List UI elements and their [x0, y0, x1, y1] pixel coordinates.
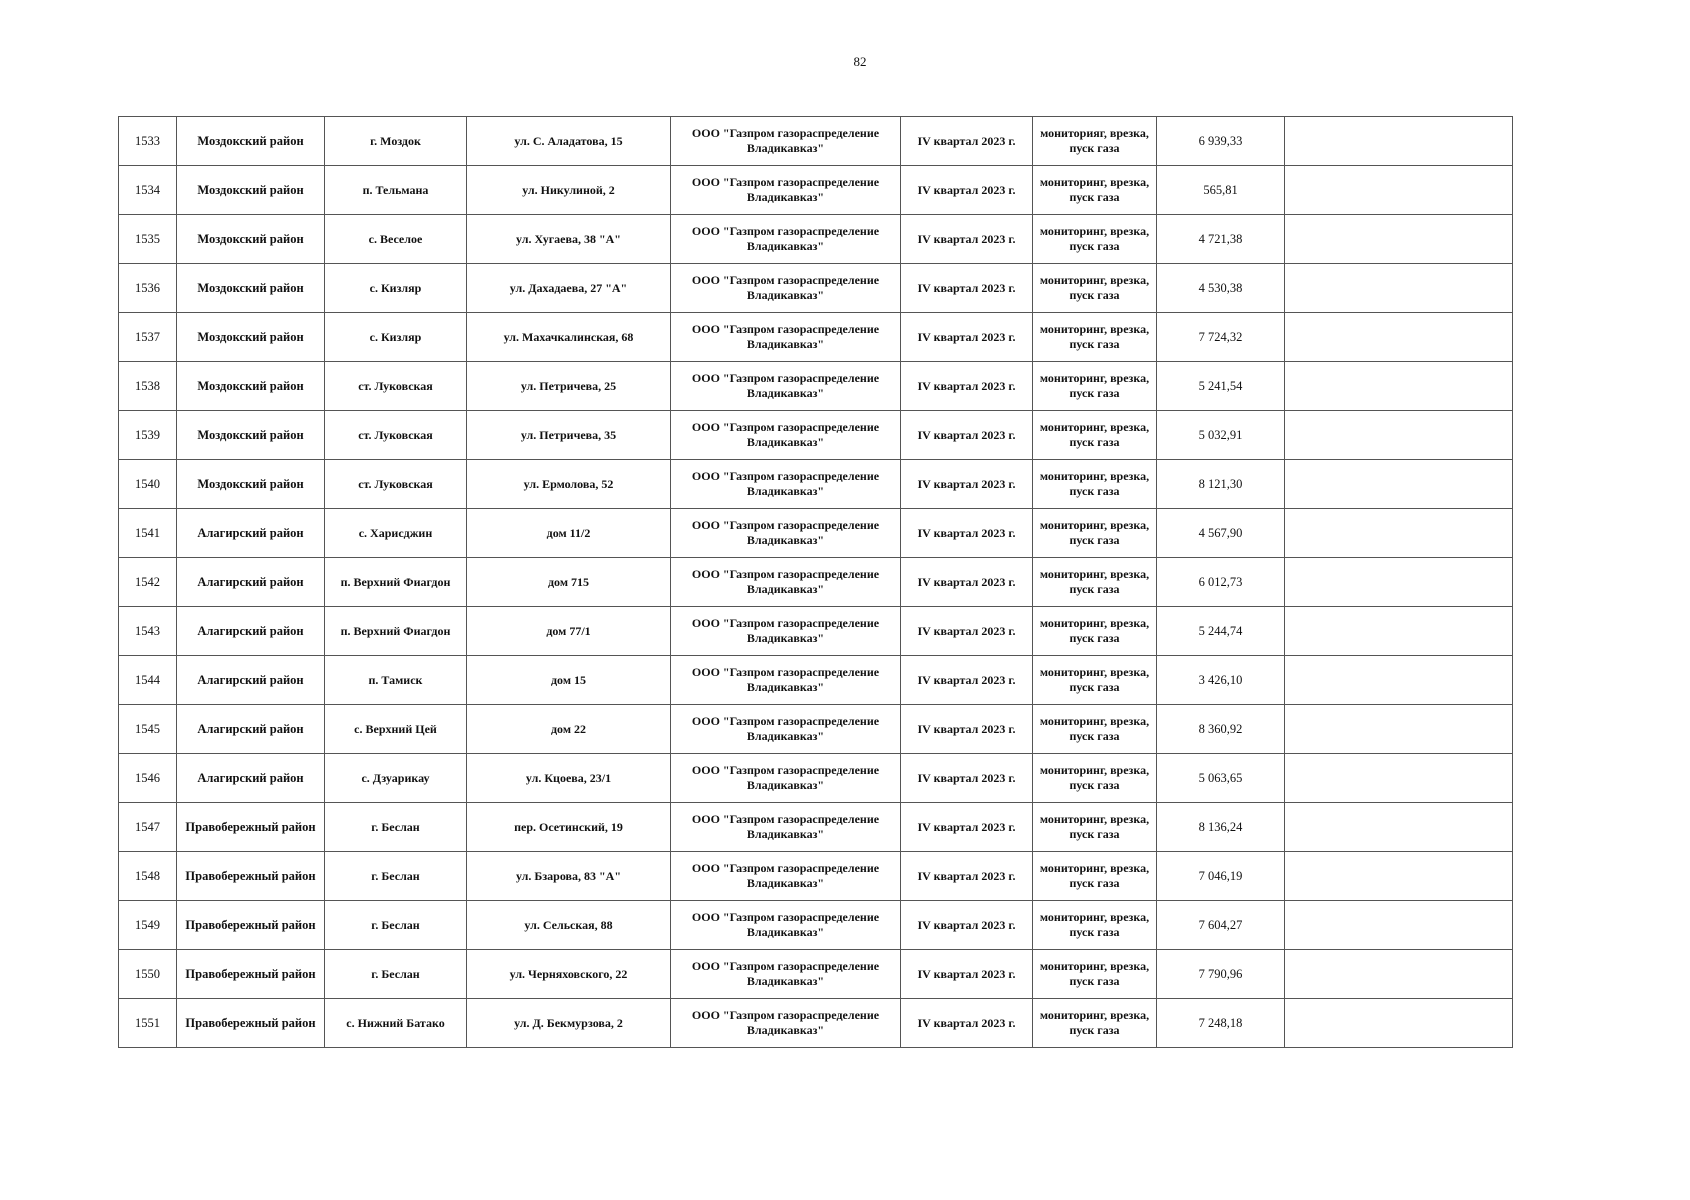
period-cell: IV квартал 2023 г.	[901, 852, 1033, 901]
amount-cell: 7 724,32	[1157, 313, 1285, 362]
district-cell: Алагирский район	[177, 656, 325, 705]
works-cell: мониторинг, врезка, пуск газа	[1033, 705, 1157, 754]
amount-cell: 5 032,91	[1157, 411, 1285, 460]
table-row	[119, 607, 1513, 656]
period-cell: IV квартал 2023 г.	[901, 509, 1033, 558]
period-cell: IV квартал 2023 г.	[901, 362, 1033, 411]
table-row	[119, 852, 1513, 901]
row-number-cell: 1536	[119, 264, 177, 313]
organization-cell: ООО "Газпром газораспределение Владикавказ"	[671, 558, 901, 607]
period-cell: IV квартал 2023 г.	[901, 901, 1033, 950]
works-cell: мониторинг, врезка, пуск газа	[1033, 558, 1157, 607]
settlement-cell: с. Дзуарикау	[325, 754, 467, 803]
amount-cell: 4 530,38	[1157, 264, 1285, 313]
period-cell: IV квартал 2023 г.	[901, 117, 1033, 166]
works-cell: мониторинг, врезка, пуск газа	[1033, 999, 1157, 1048]
organization-cell: ООО "Газпром газораспределение Владикавказ"	[671, 901, 901, 950]
note-cell	[1285, 852, 1513, 901]
amount-cell: 5 241,54	[1157, 362, 1285, 411]
address-cell: дом 77/1	[467, 607, 671, 656]
table-row	[119, 999, 1513, 1048]
table-row	[119, 411, 1513, 460]
amount-cell: 5 063,65	[1157, 754, 1285, 803]
period-cell: IV квартал 2023 г.	[901, 607, 1033, 656]
table-row	[119, 460, 1513, 509]
organization-cell: ООО "Газпром газораспределение Владикавказ"	[671, 166, 901, 215]
row-number-cell: 1533	[119, 117, 177, 166]
note-cell	[1285, 901, 1513, 950]
district-cell: Моздокский район	[177, 215, 325, 264]
period-cell: IV квартал 2023 г.	[901, 803, 1033, 852]
district-cell: Моздокский район	[177, 411, 325, 460]
row-number-cell: 1544	[119, 656, 177, 705]
address-cell: ул. Дахадаева, 27 "А"	[467, 264, 671, 313]
district-cell: Алагирский район	[177, 705, 325, 754]
district-cell: Правобережный район	[177, 999, 325, 1048]
row-number-cell: 1551	[119, 999, 177, 1048]
organization-cell: ООО "Газпром газораспределение Владикавказ"	[671, 264, 901, 313]
note-cell	[1285, 656, 1513, 705]
works-cell: мониторинг, врезка, пуск газа	[1033, 264, 1157, 313]
table-row	[119, 558, 1513, 607]
amount-cell: 7 604,27	[1157, 901, 1285, 950]
period-cell: IV квартал 2023 г.	[901, 754, 1033, 803]
row-number-cell: 1537	[119, 313, 177, 362]
works-cell: мониторинг, врезка, пуск газа	[1033, 509, 1157, 558]
district-cell: Алагирский район	[177, 558, 325, 607]
organization-cell: ООО "Газпром газораспределение Владикавказ"	[671, 460, 901, 509]
organization-cell: ООО "Газпром газораспределение Владикавказ"	[671, 803, 901, 852]
table-row	[119, 117, 1513, 166]
table-row	[119, 705, 1513, 754]
period-cell: IV квартал 2023 г.	[901, 999, 1033, 1048]
note-cell	[1285, 803, 1513, 852]
works-cell: мониторияг, врезка, пуск газа	[1033, 117, 1157, 166]
gasification-table	[118, 116, 1513, 1048]
address-cell: ул. Петричева, 35	[467, 411, 671, 460]
settlement-cell: г. Беслан	[325, 901, 467, 950]
district-cell: Моздокский район	[177, 117, 325, 166]
works-cell: мониторинг, врезка, пуск газа	[1033, 411, 1157, 460]
settlement-cell: п. Верхний Фиагдон	[325, 607, 467, 656]
settlement-cell: с. Нижний Батако	[325, 999, 467, 1048]
period-cell: IV квартал 2023 г.	[901, 215, 1033, 264]
address-cell: ул. Ермолова, 52	[467, 460, 671, 509]
works-cell: мониторинг, врезка, пуск газа	[1033, 852, 1157, 901]
amount-cell: 6 012,73	[1157, 558, 1285, 607]
note-cell	[1285, 460, 1513, 509]
row-number-cell: 1550	[119, 950, 177, 999]
note-cell	[1285, 509, 1513, 558]
table-row	[119, 754, 1513, 803]
address-cell: ул. Махачкалинская, 68	[467, 313, 671, 362]
works-cell: мониторинг, врезка, пуск газа	[1033, 460, 1157, 509]
row-number-cell: 1539	[119, 411, 177, 460]
settlement-cell: с. Кизляр	[325, 313, 467, 362]
period-cell: IV квартал 2023 г.	[901, 705, 1033, 754]
organization-cell: ООО "Газпром газораспределение Владикавказ"	[671, 852, 901, 901]
row-number-cell: 1548	[119, 852, 177, 901]
row-number-cell: 1534	[119, 166, 177, 215]
table-row	[119, 362, 1513, 411]
settlement-cell: п. Тамиск	[325, 656, 467, 705]
period-cell: IV квартал 2023 г.	[901, 558, 1033, 607]
district-cell: Моздокский район	[177, 313, 325, 362]
works-cell: мониторинг, врезка, пуск газа	[1033, 901, 1157, 950]
district-cell: Алагирский район	[177, 509, 325, 558]
organization-cell: ООО "Газпром газораспределение Владикавказ"	[671, 509, 901, 558]
amount-cell: 6 939,33	[1157, 117, 1285, 166]
address-cell: дом 11/2	[467, 509, 671, 558]
amount-cell: 4 721,38	[1157, 215, 1285, 264]
period-cell: IV квартал 2023 г.	[901, 950, 1033, 999]
row-number-cell: 1546	[119, 754, 177, 803]
settlement-cell: ст. Луковская	[325, 411, 467, 460]
works-cell: мониторинг, врезка, пуск газа	[1033, 607, 1157, 656]
amount-cell: 8 136,24	[1157, 803, 1285, 852]
amount-cell: 565,81	[1157, 166, 1285, 215]
note-cell	[1285, 999, 1513, 1048]
district-cell: Правобережный район	[177, 950, 325, 999]
period-cell: IV квартал 2023 г.	[901, 166, 1033, 215]
settlement-cell: г. Моздок	[325, 117, 467, 166]
organization-cell: ООО "Газпром газораспределение Владикавказ"	[671, 705, 901, 754]
note-cell	[1285, 607, 1513, 656]
settlement-cell: с. Верхний Цей	[325, 705, 467, 754]
district-cell: Алагирский район	[177, 754, 325, 803]
table-row	[119, 215, 1513, 264]
note-cell	[1285, 950, 1513, 999]
settlement-cell: п. Верхний Фиагдон	[325, 558, 467, 607]
table-row	[119, 166, 1513, 215]
address-cell: ул. Хугаева, 38 "А"	[467, 215, 671, 264]
address-cell: пер. Осетинский, 19	[467, 803, 671, 852]
amount-cell: 8 360,92	[1157, 705, 1285, 754]
settlement-cell: ст. Луковская	[325, 362, 467, 411]
settlement-cell: с. Кизляр	[325, 264, 467, 313]
row-number-cell: 1540	[119, 460, 177, 509]
row-number-cell: 1538	[119, 362, 177, 411]
address-cell: ул. Бзарова, 83 "А"	[467, 852, 671, 901]
works-cell: мониторинг, врезка, пуск газа	[1033, 215, 1157, 264]
works-cell: мониторинг, врезка, пуск газа	[1033, 313, 1157, 362]
row-number-cell: 1541	[119, 509, 177, 558]
note-cell	[1285, 411, 1513, 460]
table-row	[119, 901, 1513, 950]
settlement-cell: г. Беслан	[325, 803, 467, 852]
address-cell: ул. С. Аладатова, 15	[467, 117, 671, 166]
organization-cell: ООО "Газпром газораспределение Владикавказ"	[671, 117, 901, 166]
settlement-cell: с. Харисджин	[325, 509, 467, 558]
note-cell	[1285, 166, 1513, 215]
note-cell	[1285, 215, 1513, 264]
works-cell: мониторинг, врезка, пуск газа	[1033, 656, 1157, 705]
district-cell: Моздокский район	[177, 166, 325, 215]
row-number-cell: 1545	[119, 705, 177, 754]
works-cell: мониторинг, врезка, пуск газа	[1033, 362, 1157, 411]
note-cell	[1285, 362, 1513, 411]
table-row	[119, 264, 1513, 313]
row-number-cell: 1547	[119, 803, 177, 852]
note-cell	[1285, 264, 1513, 313]
settlement-cell: г. Беслан	[325, 852, 467, 901]
organization-cell: ООО "Газпром газораспределение Владикавказ"	[671, 215, 901, 264]
row-number-cell: 1549	[119, 901, 177, 950]
organization-cell: ООО "Газпром газораспределение Владикавказ"	[671, 754, 901, 803]
organization-cell: ООО "Газпром газораспределение Владикавказ"	[671, 999, 901, 1048]
period-cell: IV квартал 2023 г.	[901, 264, 1033, 313]
settlement-cell: п. Тельмана	[325, 166, 467, 215]
table-row	[119, 803, 1513, 852]
settlement-cell: ст. Луковская	[325, 460, 467, 509]
address-cell: ул. Черняховского, 22	[467, 950, 671, 999]
organization-cell: ООО "Газпром газораспределение Владикавказ"	[671, 656, 901, 705]
period-cell: IV квартал 2023 г.	[901, 656, 1033, 705]
amount-cell: 8 121,30	[1157, 460, 1285, 509]
organization-cell: ООО "Газпром газораспределение Владикавказ"	[671, 411, 901, 460]
page-number: 82	[853, 54, 867, 69]
address-cell: ул. Д. Бекмурзова, 2	[467, 999, 671, 1048]
district-cell: Алагирский район	[177, 607, 325, 656]
district-cell: Моздокский район	[177, 264, 325, 313]
amount-cell: 4 567,90	[1157, 509, 1285, 558]
table-row	[119, 656, 1513, 705]
period-cell: IV квартал 2023 г.	[901, 411, 1033, 460]
period-cell: IV квартал 2023 г.	[901, 313, 1033, 362]
table-row	[119, 313, 1513, 362]
address-cell: ул. Петричева, 25	[467, 362, 671, 411]
district-cell: Моздокский район	[177, 460, 325, 509]
address-cell: дом 15	[467, 656, 671, 705]
period-cell: IV квартал 2023 г.	[901, 460, 1033, 509]
row-number-cell: 1542	[119, 558, 177, 607]
organization-cell: ООО "Газпром газораспределение Владикавказ"	[671, 607, 901, 656]
organization-cell: ООО "Газпром газораспределение Владикавказ"	[671, 362, 901, 411]
settlement-cell: г. Беслан	[325, 950, 467, 999]
district-cell: Правобережный район	[177, 852, 325, 901]
address-cell: дом 22	[467, 705, 671, 754]
note-cell	[1285, 558, 1513, 607]
district-cell: Моздокский район	[177, 362, 325, 411]
note-cell	[1285, 754, 1513, 803]
address-cell: дом 715	[467, 558, 671, 607]
district-cell: Правобережный район	[177, 803, 325, 852]
address-cell: ул. Никулиной, 2	[467, 166, 671, 215]
amount-cell: 5 244,74	[1157, 607, 1285, 656]
table-row	[119, 509, 1513, 558]
works-cell: мониторинг, врезка, пуск газа	[1033, 803, 1157, 852]
works-cell: мониторинг, врезка, пуск газа	[1033, 754, 1157, 803]
amount-cell: 7 046,19	[1157, 852, 1285, 901]
row-number-cell: 1543	[119, 607, 177, 656]
table-row	[119, 950, 1513, 999]
note-cell	[1285, 705, 1513, 754]
row-number-cell: 1535	[119, 215, 177, 264]
district-cell: Правобережный район	[177, 901, 325, 950]
organization-cell: ООО "Газпром газораспределение Владикавказ"	[671, 950, 901, 999]
address-cell: ул. Сельская, 88	[467, 901, 671, 950]
amount-cell: 7 790,96	[1157, 950, 1285, 999]
note-cell	[1285, 313, 1513, 362]
works-cell: мониторинг, врезка, пуск газа	[1033, 166, 1157, 215]
settlement-cell: с. Веселое	[325, 215, 467, 264]
amount-cell: 3 426,10	[1157, 656, 1285, 705]
address-cell: ул. Кцоева, 23/1	[467, 754, 671, 803]
amount-cell: 7 248,18	[1157, 999, 1285, 1048]
organization-cell: ООО "Газпром газораспределение Владикавказ"	[671, 313, 901, 362]
note-cell	[1285, 117, 1513, 166]
works-cell: мониторинг, врезка, пуск газа	[1033, 950, 1157, 999]
